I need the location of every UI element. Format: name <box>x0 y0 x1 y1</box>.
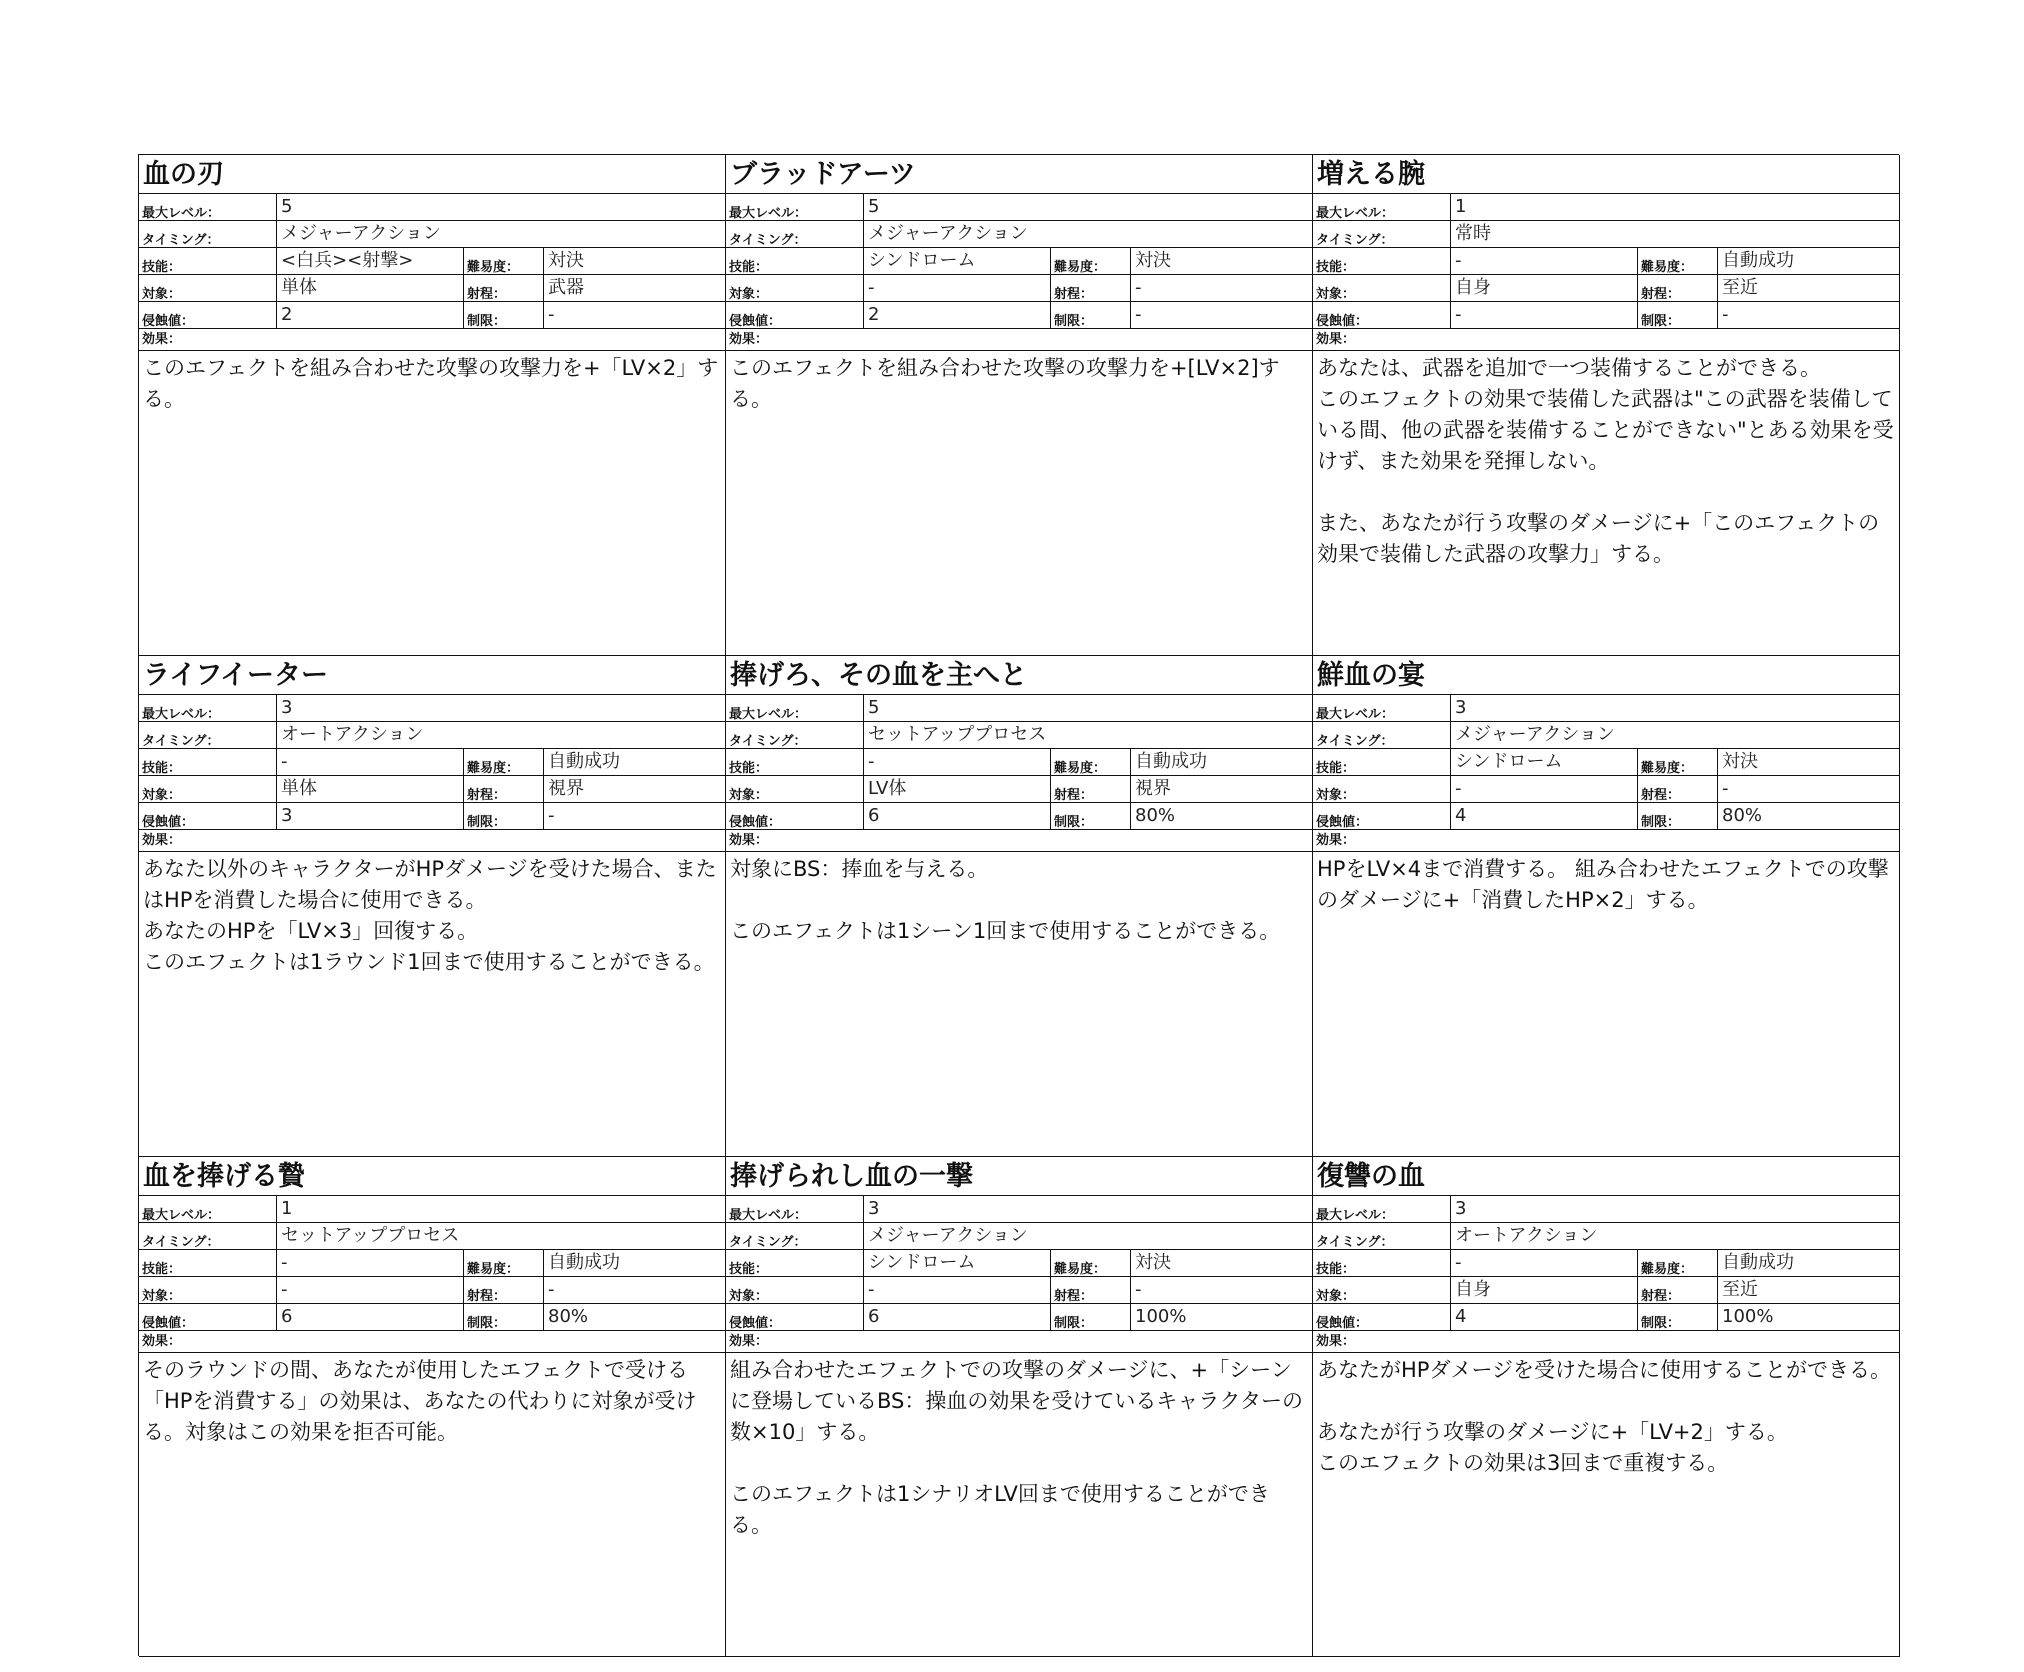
skill-value: - <box>864 749 1051 775</box>
max-level-value: 1 <box>281 1198 293 1219</box>
erosion-row <box>139 1304 725 1331</box>
target-row <box>139 275 725 302</box>
timing-row <box>1313 221 1899 248</box>
erosion-row <box>139 302 725 329</box>
timing-row <box>1313 722 1899 749</box>
max-level-row <box>139 695 725 722</box>
timing-label: タイミング： <box>139 1223 277 1249</box>
difficulty-label: 難易度： <box>1638 1250 1718 1276</box>
skill-row <box>726 248 1312 275</box>
skill-row <box>726 1250 1312 1277</box>
range-value: 至近 <box>1722 1279 1758 1300</box>
target-value: - <box>864 1277 1051 1303</box>
timing-row <box>139 1223 725 1250</box>
timing-label: タイミング： <box>139 722 277 748</box>
max-level-row <box>139 194 725 221</box>
erosion-value: 3 <box>277 803 464 829</box>
target-label: 対象： <box>139 275 277 301</box>
max-level-row <box>726 695 1312 722</box>
limit-value: 80% <box>548 1306 589 1327</box>
skill-value: - <box>1451 248 1638 274</box>
effect-card-4 <box>139 656 726 1157</box>
skill-value: シンドローム <box>864 1250 1051 1276</box>
timing-row <box>726 221 1312 248</box>
target-value: - <box>1451 776 1638 802</box>
max-level-value: 3 <box>1455 1198 1467 1219</box>
effect-card-1 <box>139 155 726 656</box>
skill-label: 技能： <box>139 248 277 274</box>
erosion-row <box>1313 302 1899 329</box>
difficulty-value: 自動成功 <box>1135 751 1207 772</box>
target-label: 対象： <box>726 275 864 301</box>
timing-row <box>726 722 1312 749</box>
range-value: - <box>1722 778 1729 799</box>
skill-label: 技能： <box>726 1250 864 1276</box>
difficulty-value: 自動成功 <box>548 751 620 772</box>
timing-label: タイミング： <box>1313 1223 1451 1249</box>
difficulty-value: 自動成功 <box>1722 1252 1794 1273</box>
skill-label: 技能： <box>139 749 277 775</box>
limit-value: - <box>1135 304 1142 325</box>
skill-value: シンドローム <box>1451 749 1638 775</box>
card-title: 血を捧げる贄 <box>139 1157 725 1196</box>
skill-label: 技能： <box>139 1250 277 1276</box>
erosion-label: 侵蝕値： <box>726 803 864 829</box>
target-label: 対象： <box>139 776 277 802</box>
difficulty-label: 難易度： <box>464 1250 544 1276</box>
max-level-value: 5 <box>868 697 880 718</box>
difficulty-label: 難易度： <box>464 248 544 274</box>
erosion-value: 6 <box>864 803 1051 829</box>
timing-value: セットアッププロセス <box>868 724 1047 745</box>
erosion-value: 4 <box>1451 803 1638 829</box>
max-level-value: 1 <box>1455 196 1467 217</box>
target-value: - <box>864 275 1051 301</box>
erosion-label: 侵蝕値： <box>1313 1304 1451 1330</box>
timing-row <box>139 722 725 749</box>
range-value: 武器 <box>548 277 584 298</box>
erosion-label: 侵蝕値： <box>1313 803 1451 829</box>
erosion-label: 侵蝕値： <box>726 302 864 328</box>
skill-label: 技能： <box>1313 248 1451 274</box>
skill-value: - <box>1451 1250 1638 1276</box>
erosion-row <box>1313 1304 1899 1331</box>
target-label: 対象： <box>1313 776 1451 802</box>
timing-value: セットアッププロセス <box>281 1225 460 1246</box>
limit-label: 制限： <box>464 803 544 829</box>
target-value: - <box>277 1277 464 1303</box>
max-level-row <box>726 1196 1312 1223</box>
difficulty-value: 対決 <box>1135 1252 1171 1273</box>
skill-row <box>139 1250 725 1277</box>
target-value: 自身 <box>1451 1277 1638 1303</box>
difficulty-label: 難易度： <box>1051 749 1131 775</box>
skill-row <box>1313 1250 1899 1277</box>
skill-value: シンドローム <box>864 248 1051 274</box>
range-value: - <box>1135 1279 1142 1300</box>
skill-value: - <box>277 749 464 775</box>
skill-value: - <box>277 1250 464 1276</box>
max-level-row <box>1313 194 1899 221</box>
range-value: 至近 <box>1722 277 1758 298</box>
timing-value: 常時 <box>1455 223 1491 244</box>
limit-label: 制限： <box>1638 1304 1718 1330</box>
timing-label: タイミング： <box>726 722 864 748</box>
effect-text: 組み合わせたエフェクトでの攻撃のダメージに、+「シーンに登場しているBS：操血の効果を受けているキャラクターの数×10」する。 このエフェクトは1シナリオLV回まで使用することができる。 <box>730 1358 1303 1537</box>
difficulty-label: 難易度： <box>464 749 544 775</box>
difficulty-value: 自動成功 <box>1722 250 1794 271</box>
timing-value: メジャーアクション <box>868 1225 1028 1246</box>
max-level-label: 最大レベル： <box>139 695 277 721</box>
timing-row <box>726 1223 1312 1250</box>
max-level-row <box>726 194 1312 221</box>
range-value: 視界 <box>1135 778 1171 799</box>
effect-label: 効果： <box>1313 1331 1899 1353</box>
range-label: 射程： <box>1638 776 1718 802</box>
target-value: 自身 <box>1451 275 1638 301</box>
target-label: 対象： <box>1313 1277 1451 1303</box>
card-title: 血の刃 <box>139 155 725 194</box>
card-title: 復讐の血 <box>1313 1157 1899 1196</box>
range-label: 射程： <box>464 1277 544 1303</box>
limit-label: 制限： <box>1638 302 1718 328</box>
target-value: 単体 <box>277 275 464 301</box>
timing-value: メジャーアクション <box>1455 724 1615 745</box>
limit-value: 80% <box>1722 805 1763 826</box>
limit-value: 100% <box>1722 1306 1774 1327</box>
limit-label: 制限： <box>1051 803 1131 829</box>
erosion-value: - <box>1451 302 1638 328</box>
range-label: 射程： <box>1051 776 1131 802</box>
max-level-value: 3 <box>281 697 293 718</box>
max-level-row <box>1313 695 1899 722</box>
range-label: 射程： <box>1051 275 1131 301</box>
difficulty-label: 難易度： <box>1051 1250 1131 1276</box>
target-row <box>139 1277 725 1304</box>
effect-card-9 <box>1313 1157 1900 1657</box>
limit-label: 制限： <box>1051 1304 1131 1330</box>
erosion-value: 6 <box>277 1304 464 1330</box>
timing-row <box>139 221 725 248</box>
target-label: 対象： <box>726 1277 864 1303</box>
erosion-row <box>726 1304 1312 1331</box>
erosion-value: 6 <box>864 1304 1051 1330</box>
max-level-label: 最大レベル： <box>1313 695 1451 721</box>
skill-label: 技能： <box>1313 749 1451 775</box>
target-row <box>1313 1277 1899 1304</box>
target-row <box>1313 776 1899 803</box>
effect-text: そのラウンドの間、あなたが使用したエフェクトで受ける「HPを消費する」の効果は、あなたの代わりに対象が受ける。対象はこの効果を拒否可能。 <box>143 1358 697 1444</box>
skill-value: <白兵><射撃> <box>277 248 464 274</box>
limit-value: 100% <box>1135 1306 1187 1327</box>
effect-label: 効果： <box>726 1331 1312 1353</box>
skill-label: 技能： <box>726 248 864 274</box>
limit-value: - <box>548 805 555 826</box>
effect-text: あなたがHPダメージを受けた場合に使用することができる。 あなたが行う攻撃のダメージに+「LV+2」する。 このエフェクトの効果は3回まで重複する。 <box>1317 1358 1892 1475</box>
erosion-value: 2 <box>277 302 464 328</box>
effect-card-sheet <box>138 154 1899 1656</box>
effect-card-3 <box>1313 155 1900 656</box>
effect-label: 効果： <box>139 1331 725 1353</box>
effect-label: 効果： <box>139 830 725 852</box>
erosion-row <box>1313 803 1899 830</box>
skill-label: 技能： <box>726 749 864 775</box>
card-title: 捧げられし血の一撃 <box>726 1157 1312 1196</box>
timing-value: メジャーアクション <box>281 223 441 244</box>
target-row <box>726 275 1312 302</box>
erosion-row <box>726 803 1312 830</box>
timing-value: オートアクション <box>281 724 424 745</box>
erosion-row <box>139 803 725 830</box>
range-value: - <box>548 1279 555 1300</box>
timing-label: タイミング： <box>1313 221 1451 247</box>
max-level-label: 最大レベル： <box>726 194 864 220</box>
skill-row <box>1313 749 1899 776</box>
card-title: ブラッドアーツ <box>726 155 1312 194</box>
max-level-value: 3 <box>1455 697 1467 718</box>
effect-card-5 <box>726 656 1313 1157</box>
difficulty-value: 自動成功 <box>548 1252 620 1273</box>
effect-text: このエフェクトを組み合わせた攻撃の攻撃力を+[LV×2]する。 <box>730 356 1280 411</box>
timing-label: タイミング： <box>1313 722 1451 748</box>
timing-label: タイミング： <box>726 221 864 247</box>
limit-label: 制限： <box>1051 302 1131 328</box>
effect-card-2 <box>726 155 1313 656</box>
max-level-label: 最大レベル： <box>726 1196 864 1222</box>
max-level-row <box>139 1196 725 1223</box>
difficulty-value: 対決 <box>1135 250 1171 271</box>
erosion-value: 4 <box>1451 1304 1638 1330</box>
erosion-label: 侵蝕値： <box>139 803 277 829</box>
target-label: 対象： <box>139 1277 277 1303</box>
timing-label: タイミング： <box>139 221 277 247</box>
difficulty-value: 対決 <box>1722 751 1758 772</box>
range-label: 射程： <box>1051 1277 1131 1303</box>
limit-value: - <box>1722 304 1729 325</box>
erosion-label: 侵蝕値： <box>139 1304 277 1330</box>
card-title: 鮮血の宴 <box>1313 656 1899 695</box>
range-value: 視界 <box>548 778 584 799</box>
difficulty-label: 難易度： <box>1638 749 1718 775</box>
effect-label: 効果： <box>726 329 1312 351</box>
effect-label: 効果： <box>1313 329 1899 351</box>
range-label: 射程： <box>1638 275 1718 301</box>
max-level-label: 最大レベル： <box>139 1196 277 1222</box>
effect-text: あなた以外のキャラクターがHPダメージを受けた場合、またはHPを消費した場合に使用できる。 あなたのHPを「LV×3」回復する。 このエフェクトは1ラウンド1回まで使用することができる。 <box>143 857 717 974</box>
erosion-value: 2 <box>864 302 1051 328</box>
target-row <box>1313 275 1899 302</box>
skill-label: 技能： <box>1313 1250 1451 1276</box>
timing-value: オートアクション <box>1455 1225 1598 1246</box>
effect-text: 対象にBS：捧血を与える。 このエフェクトは1シーン1回まで使用することができる。 <box>730 857 1281 943</box>
max-level-value: 5 <box>868 196 880 217</box>
range-value: - <box>1135 277 1142 298</box>
range-label: 射程： <box>1638 1277 1718 1303</box>
difficulty-value: 対決 <box>548 250 584 271</box>
timing-value: メジャーアクション <box>868 223 1028 244</box>
max-level-label: 最大レベル： <box>139 194 277 220</box>
erosion-label: 侵蝕値： <box>1313 302 1451 328</box>
max-level-value: 5 <box>281 196 293 217</box>
skill-row <box>139 749 725 776</box>
limit-value: 80% <box>1135 805 1176 826</box>
limit-label: 制限： <box>464 302 544 328</box>
target-row <box>139 776 725 803</box>
card-title: ライフイーター <box>139 656 725 695</box>
target-row <box>726 1277 1312 1304</box>
target-label: 対象： <box>726 776 864 802</box>
erosion-row <box>726 302 1312 329</box>
max-level-label: 最大レベル： <box>1313 1196 1451 1222</box>
skill-row <box>139 248 725 275</box>
erosion-label: 侵蝕値： <box>139 302 277 328</box>
max-level-label: 最大レベル： <box>1313 194 1451 220</box>
timing-label: タイミング： <box>726 1223 864 1249</box>
limit-label: 制限： <box>1638 803 1718 829</box>
target-row <box>726 776 1312 803</box>
limit-label: 制限： <box>464 1304 544 1330</box>
effect-text: HPをLV×4まで消費する。 組み合わせたエフェクトでの攻撃のダメージに+「消費したHP×2」する。 <box>1317 857 1889 912</box>
timing-row <box>1313 1223 1899 1250</box>
skill-row <box>1313 248 1899 275</box>
effect-label: 効果： <box>1313 830 1899 852</box>
max-level-value: 3 <box>868 1198 880 1219</box>
range-label: 射程： <box>464 275 544 301</box>
difficulty-label: 難易度： <box>1638 248 1718 274</box>
erosion-label: 侵蝕値： <box>726 1304 864 1330</box>
range-label: 射程： <box>464 776 544 802</box>
effect-card-8 <box>726 1157 1313 1657</box>
max-level-row <box>1313 1196 1899 1223</box>
target-value: LV体 <box>864 776 1051 802</box>
skill-row <box>726 749 1312 776</box>
max-level-label: 最大レベル： <box>726 695 864 721</box>
card-title: 捧げろ、その血を主へと <box>726 656 1312 695</box>
limit-value: - <box>548 304 555 325</box>
effect-card-6 <box>1313 656 1900 1157</box>
target-label: 対象： <box>1313 275 1451 301</box>
effect-text: このエフェクトを組み合わせた攻撃の攻撃力を+「LV×2」する。 <box>143 356 719 411</box>
effect-label: 効果： <box>139 329 725 351</box>
effect-card-7 <box>139 1157 726 1657</box>
effect-text: あなたは、武器を追加で一つ装備することができる。 このエフェクトの効果で装備した武器は"この武器を装備している間、他の武器を装備することができない"とある効果を受けず、また効果を発揮しない。 また、あなたが行う攻撃のダメージに+「このエフェクトの効果で装備した武器の攻撃力」する。 <box>1317 356 1894 566</box>
effect-label: 効果： <box>726 830 1312 852</box>
difficulty-label: 難易度： <box>1051 248 1131 274</box>
target-value: 単体 <box>277 776 464 802</box>
card-title: 増える腕 <box>1313 155 1899 194</box>
